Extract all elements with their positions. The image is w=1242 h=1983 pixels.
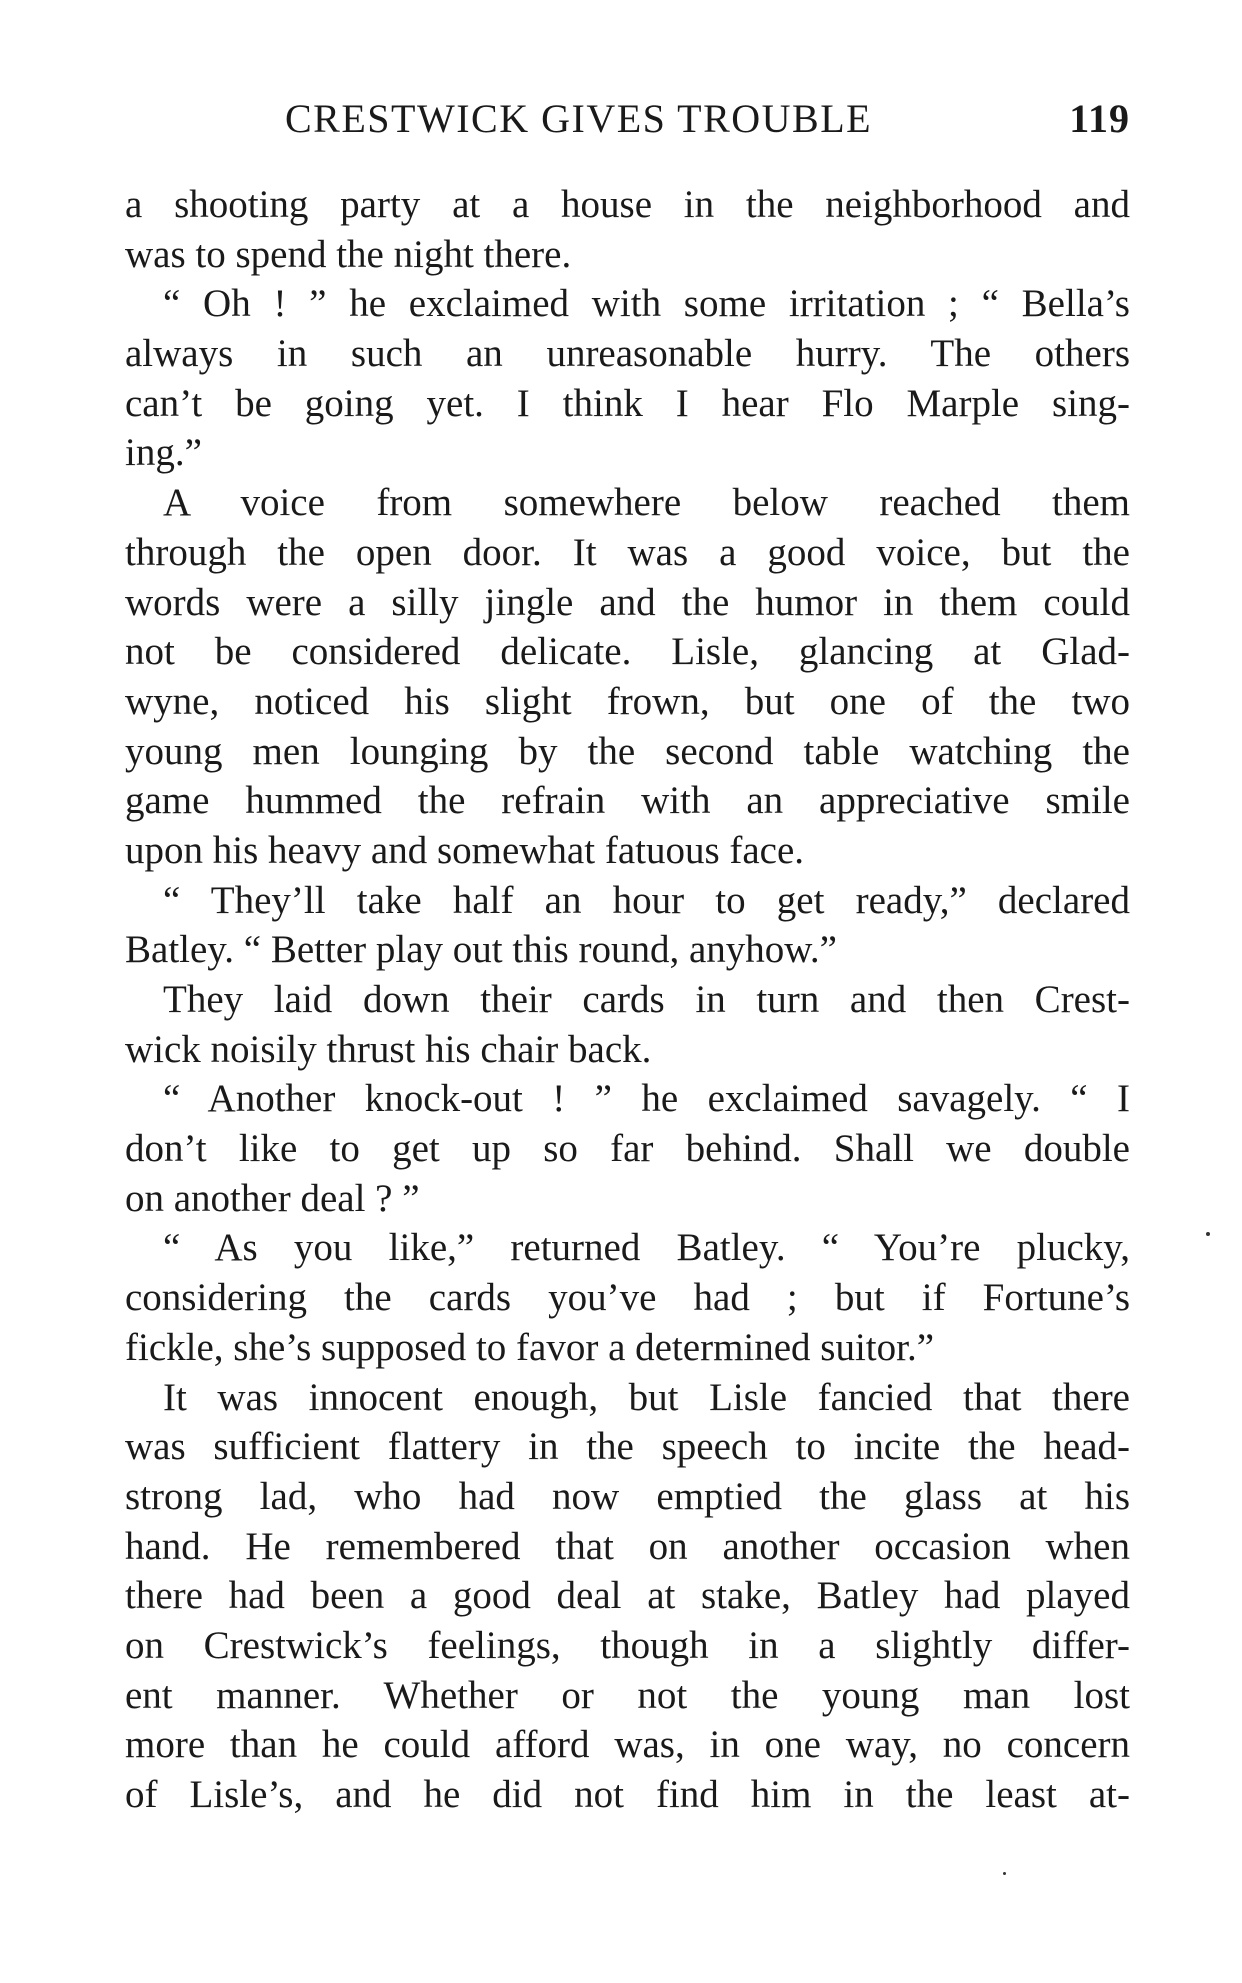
text-line: It was innocent enough, but Lisle fancied that there xyxy=(163,1375,1130,1419)
text-line: don’t like to get up so far behind. Shall we double xyxy=(125,1127,1130,1171)
text-line: A voice from somewhere below reached them xyxy=(163,481,1130,525)
text-line: through the open door. It was a good voice, but the xyxy=(125,530,1130,574)
text-line: ing.” xyxy=(125,431,202,475)
paper-speck xyxy=(1206,1232,1210,1236)
text-line: on Crestwick’s feelings, though in a slightly differ- xyxy=(125,1623,1130,1667)
text-line: They laid down their cards in turn and then Crest- xyxy=(163,978,1130,1021)
text-line: always in such an unreasonable hurry. The others xyxy=(125,332,1130,376)
text-line: considering the cards you’ve had ; but if Fortune’s xyxy=(125,1276,1130,1320)
text-line: “ As you like,” returned Batley. “ You’re plucky, xyxy=(163,1226,1130,1270)
paper-speck xyxy=(1003,1872,1006,1875)
text-line: “ Another knock-out ! ” he exclaimed savagely. “ I xyxy=(163,1077,1130,1121)
text-line: a shooting party at a house in the neighborhood and xyxy=(125,183,1130,226)
text-line: Batley. “ Better play out this round, anyhow.” xyxy=(125,928,837,972)
text-line: wyne, noticed his slight frown, but one of the two xyxy=(125,679,1130,723)
text-line: wick noisily thrust his chair back. xyxy=(125,1027,652,1071)
running-head: CRESTWICK GIVES TROUBLE xyxy=(285,96,873,141)
text-line: on another deal ? ” xyxy=(125,1176,420,1220)
page-number: 119 xyxy=(1069,96,1130,141)
text-line: there had been a good deal at stake, Batley had played xyxy=(125,1574,1130,1618)
text-line: words were a silly jingle and the humor in them could xyxy=(125,580,1130,624)
page-header xyxy=(125,94,1130,144)
text-line: not be considered delicate. Lisle, glancing at Glad- xyxy=(125,630,1130,674)
text-line: fickle, she’s supposed to favor a determined suitor.” xyxy=(125,1325,935,1369)
text-line: game hummed the refrain with an appreciative smile xyxy=(125,779,1130,823)
text-line: can’t be going yet. I think I hear Flo Marple sing- xyxy=(125,381,1130,425)
text-line: upon his heavy and somewhat fatuous face. xyxy=(125,828,805,872)
text-line: more than he could afford was, in one way, no concern xyxy=(125,1723,1130,1767)
text-line: hand. He remembered that on another occasion when xyxy=(125,1524,1130,1568)
text-line: ent manner. Whether or not the young man lost xyxy=(125,1673,1130,1717)
text-line: “ Oh ! ” he exclaimed with some irritation ; “ Bella’s xyxy=(163,282,1130,326)
text-line: of Lisle’s, and he did not find him in the least at- xyxy=(125,1773,1130,1816)
body-text xyxy=(125,180,1130,1820)
text-line: was to spend the night there. xyxy=(125,232,572,276)
text-line: strong lad, who had now emptied the glass at his xyxy=(125,1474,1130,1518)
text-line: was sufficient flattery in the speech to incite the head- xyxy=(125,1425,1130,1469)
text-line: young men lounging by the second table watching the xyxy=(125,729,1130,773)
text-line: “ They’ll take half an hour to get ready,” declared xyxy=(163,878,1130,922)
